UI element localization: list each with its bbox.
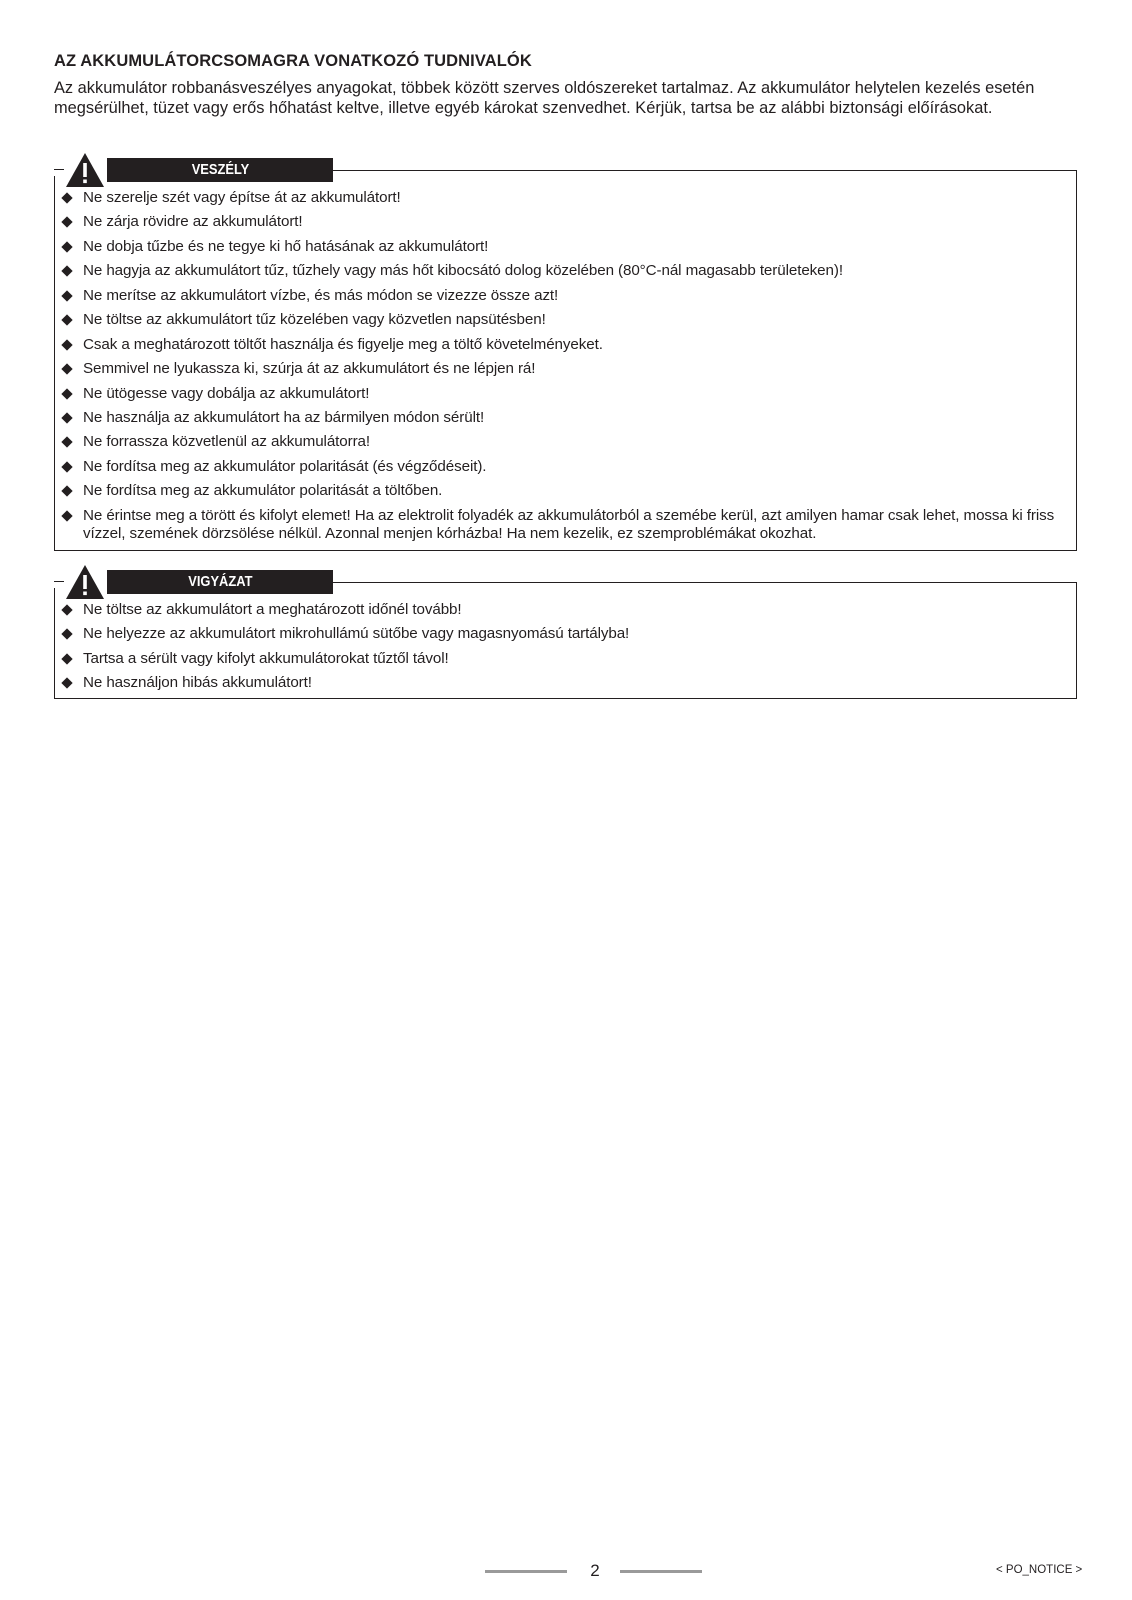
warning-triangle-icon xyxy=(65,152,105,188)
caution-box xyxy=(54,582,1077,699)
bullet-diamond-icon xyxy=(61,266,72,277)
list-item: Ne hagyja az akkumulátort tűz, tűzhely vagy más hőt kibocsátó dolog közelében (80°C-nál magasabb területeken)! xyxy=(55,262,1076,281)
list-item: Ne érintse meg a törött és kifolyt elemet! Ha az elektrolit folyadék az akkumulátorból a szemébe kerül, azt amilyen hamar csak lehet, mossa ki friss vízzel, szemének dörzsölése nélkül. Azonnal menjen kórházba! Ha nem kezelik, ez szemproblémákat okozhat. xyxy=(55,507,1076,544)
list-item: Ne dobja tűzbe és ne tegye ki hő hatásának az akkumulátort! xyxy=(55,238,1076,257)
footer-rule-right xyxy=(620,1570,702,1573)
bullet-diamond-icon xyxy=(61,678,72,689)
bullet-diamond-icon xyxy=(61,412,72,423)
list-item: Csak a meghatározott töltőt használja és figyelje meg a töltő követelményeket. xyxy=(55,336,1076,355)
bullet-diamond-icon xyxy=(61,461,72,472)
bullet-diamond-icon xyxy=(61,217,72,228)
intro-paragraph: Az akkumulátor robbanásveszélyes anyagokat, többek között szerves oldószereket tartalmaz. Az akkumulátor helytelen kezelés esetén megsérülhet, tüzet vagy erős hőhatást keltve, illetve egyéb károkat szenvedhet. Kérjük, tartsa be az alábbi biztonsági előírásokat. xyxy=(54,79,1035,117)
list-item: Ne szerelje szét vagy építse át az akkumulátort! xyxy=(55,189,1076,208)
bullet-diamond-icon xyxy=(61,629,72,640)
list-item: Ne helyezze az akkumulátort mikrohullámú sütőbe vagy magasnyomású tartályba! xyxy=(55,625,1076,644)
danger-label: VESZÉLY xyxy=(107,158,333,182)
danger-list xyxy=(55,189,1076,544)
list-item: Ne zárja rövidre az akkumulátort! xyxy=(55,213,1076,232)
list-item: Ne használja az akkumulátort ha az bármilyen módon sérült! xyxy=(55,409,1076,428)
caution-label: VIGYÁZAT xyxy=(107,570,333,594)
bullet-diamond-icon xyxy=(61,241,72,252)
page-title: AZ AKKUMULÁTORCSOMAGRA VONATKOZÓ TUDNIVALÓK xyxy=(54,52,532,70)
bullet-diamond-icon xyxy=(61,363,72,374)
danger-header xyxy=(54,152,284,184)
bullet-diamond-icon xyxy=(61,315,72,326)
list-item: Semmivel ne lyukassza ki, szúrja át az akkumulátort és ne lépjen rá! xyxy=(55,360,1076,379)
notice-tag: < PO_NOTICE > xyxy=(996,1564,1083,1576)
bullet-diamond-icon xyxy=(61,339,72,350)
caution-header xyxy=(54,564,284,596)
bullet-diamond-icon xyxy=(61,653,72,664)
list-item: Ne töltse az akkumulátort tűz közelében vagy közvetlen napsütésben! xyxy=(55,311,1076,330)
bullet-diamond-icon xyxy=(61,437,72,448)
bullet-diamond-icon xyxy=(61,510,72,521)
list-item: Ne merítse az akkumulátort vízbe, és más módon se vizezze össze azt! xyxy=(55,287,1076,306)
list-item: Ne forrassza közvetlenül az akkumulátorra! xyxy=(55,433,1076,452)
bullet-diamond-icon xyxy=(61,388,72,399)
caution-list xyxy=(55,601,1076,699)
list-item: Ne fordítsa meg az akkumulátor polaritását (és végződéseit). xyxy=(55,458,1076,477)
list-item: Ne ütögesse vagy dobálja az akkumulátort! xyxy=(55,385,1076,404)
bullet-diamond-icon xyxy=(61,290,72,301)
page-number: 2 xyxy=(590,1561,600,1580)
bullet-diamond-icon xyxy=(61,486,72,497)
list-item: Tartsa a sérült vagy kifolyt akkumulátorokat tűztől távol! xyxy=(55,650,1076,669)
bullet-diamond-icon xyxy=(61,192,72,203)
list-item: Ne fordítsa meg az akkumulátor polaritását a töltőben. xyxy=(55,482,1076,501)
warning-triangle-icon xyxy=(65,564,105,600)
bullet-diamond-icon xyxy=(61,604,72,615)
footer-rule-left xyxy=(485,1570,567,1573)
danger-box xyxy=(54,170,1077,551)
list-item: Ne használjon hibás akkumulátort! xyxy=(55,674,1076,693)
list-item: Ne töltse az akkumulátort a meghatározott időnél tovább! xyxy=(55,601,1076,620)
